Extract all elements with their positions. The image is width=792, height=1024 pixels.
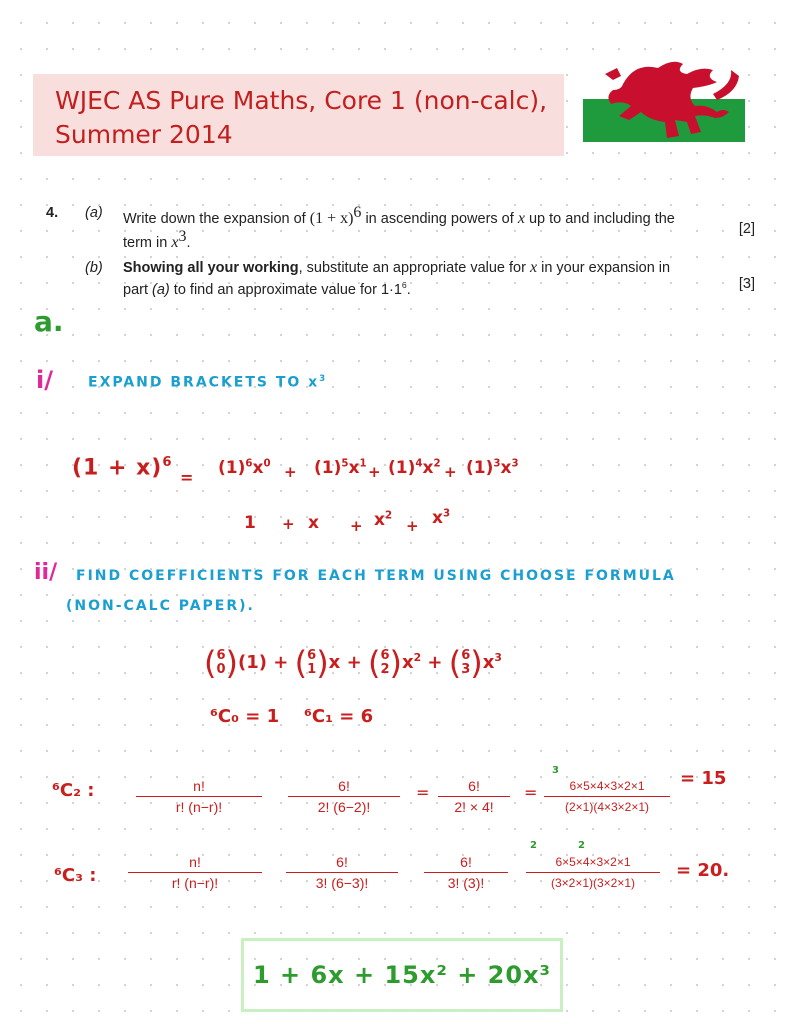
question-number: 4. xyxy=(46,205,59,221)
simplified-term-1: 1 xyxy=(244,513,256,533)
plus-sign: + xyxy=(444,463,457,481)
c2-result: = 15 xyxy=(680,768,727,789)
plus-sign: + xyxy=(350,517,363,535)
c3-substitution: 6! 3! (6−3)! xyxy=(286,852,398,893)
plus-sign: + xyxy=(406,517,419,535)
simplified-term-3: $x^2$ xyxy=(374,510,393,530)
part-b-text: Showing all your working, substitute an appropriate value for x in your expansion in part (a) to find an approximate value for $1\cdot 1^6$. [3] xyxy=(123,259,755,298)
title-line-2: Summer 2014 xyxy=(55,120,233,149)
part-a-text: Write down the expansion of $(1 + x)^6$ in ascending powers of x up to and including the term in $x^3$. [2] xyxy=(123,204,755,251)
part-a-heading: a. xyxy=(34,305,64,338)
expansion-lhs: $(1 + x)^6$ xyxy=(72,455,173,481)
expansion-equals: = xyxy=(180,468,194,487)
c3-label: ⁶C₃ : xyxy=(54,865,97,886)
plus-sign: + xyxy=(282,515,295,533)
simplified-term-2: x xyxy=(308,513,319,533)
title-line-1: WJEC AS Pure Maths, Core 1 (non-calc), xyxy=(55,86,548,115)
expansion-term-3: $(1)^4x^2$ xyxy=(388,458,441,478)
c3-cancel-note-2: 2 xyxy=(578,840,585,851)
step2-heading-line2: (NON-CALC PAPER). xyxy=(66,598,255,614)
c2-equals-1: = xyxy=(416,783,430,802)
expansion-term-1: $(1)^6x^0$ xyxy=(218,458,271,478)
step2-heading-line1: FIND COEFFICIENTS FOR EACH TERM USING CHOOSE FORMULA xyxy=(76,568,676,584)
c2-label: ⁶C₂ : xyxy=(52,780,95,801)
c1-value: ⁶C₁ = 6 xyxy=(304,706,374,727)
binomial-row: (6 0)(1) + (6 1)x + (6 $2)x^2 + (6$ $3)x^3$ xyxy=(204,644,502,682)
part-b-marks: [3] xyxy=(738,276,755,292)
final-answer-box xyxy=(241,938,563,1012)
plus-sign: + xyxy=(284,463,297,481)
final-answer: 1 + 6x + 15x² + 20x³ xyxy=(252,961,552,989)
step1-number: i/ xyxy=(36,366,53,394)
c3-result: = 20. xyxy=(676,860,730,881)
c2-cancelled-fraction: 6×5×4×3×2×1 (2×1)(4×3×2×1) xyxy=(544,776,670,817)
title-banner xyxy=(33,74,564,156)
expansion-term-2: $(1)^5x^1$ xyxy=(314,458,367,478)
c3-cancel-note-1: 2 xyxy=(530,840,537,851)
c2-factorials: 6! 2! × 4! xyxy=(438,776,510,817)
c3-factorials: 6! 3! (3)! xyxy=(424,852,508,893)
c2-substitution: 6! 2! (6−2)! xyxy=(288,776,400,817)
simplified-term-4: $x^3$ xyxy=(432,508,451,528)
c3-cancelled-fraction: 6×5×4×3×2×1 (3×2×1)(3×2×1) xyxy=(526,852,660,893)
part-a-marks: [2] xyxy=(738,221,755,237)
plus-sign: + xyxy=(368,463,381,481)
step1-heading: EXPAND BRACKETS TO $x^3$ xyxy=(88,373,328,391)
c2-cancel-note: 3 xyxy=(552,765,559,776)
part-a-label: (a) xyxy=(85,205,103,221)
welsh-flag-icon xyxy=(583,54,745,144)
step2-number: ii/ xyxy=(34,560,58,585)
expansion-term-4: $(1)^3x^3$ xyxy=(466,458,519,478)
c0-value: ⁶C₀ = 1 xyxy=(210,706,280,727)
c2-formula: n! r! (n−r)! xyxy=(136,776,262,817)
c2-equals-2: = xyxy=(524,783,538,802)
part-b-label: (b) xyxy=(85,260,103,276)
c3-formula: n! r! (n−r)! xyxy=(128,852,262,893)
